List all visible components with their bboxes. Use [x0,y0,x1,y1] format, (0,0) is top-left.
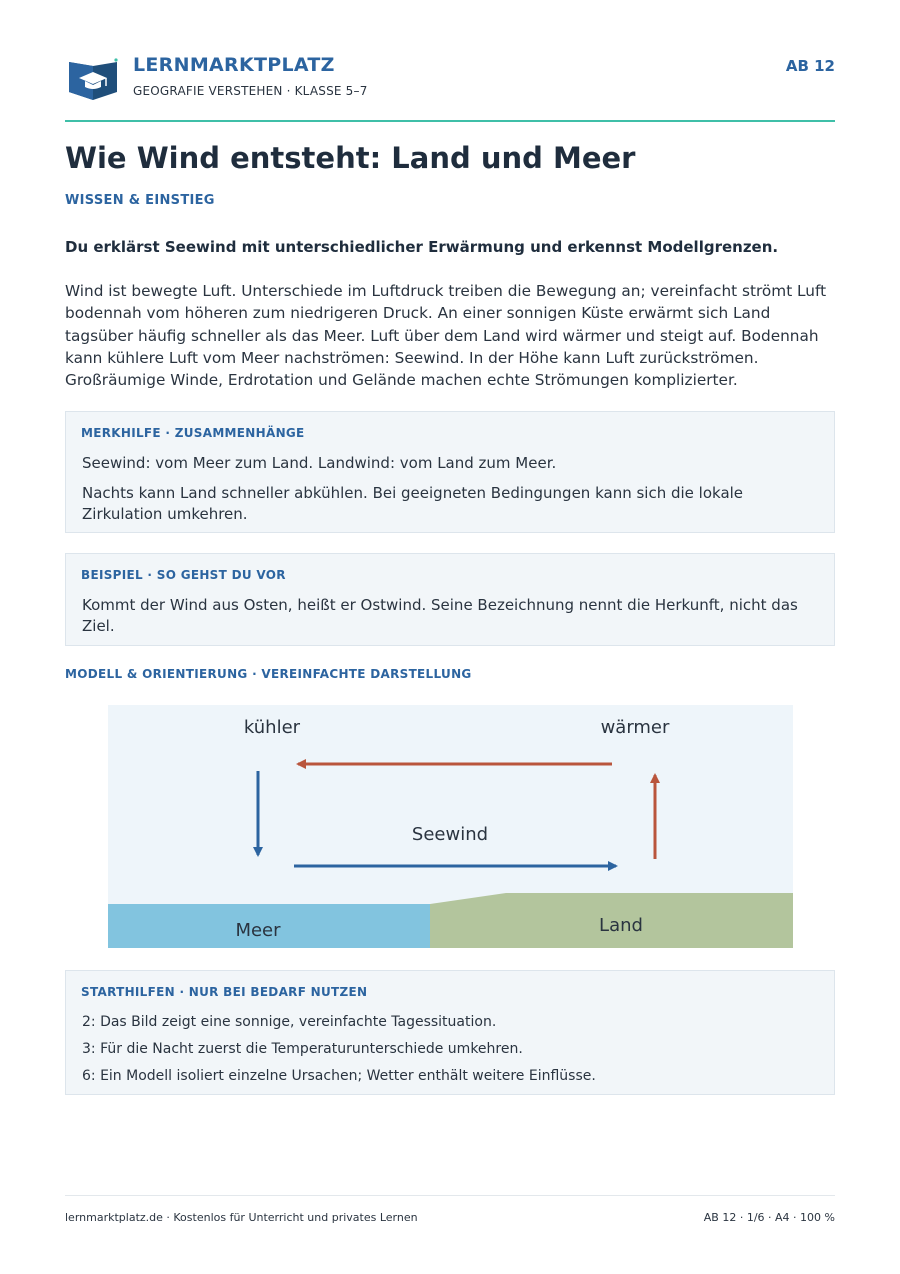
starthilfen-item: 3: Für die Nacht zuerst die Temperaturunterschiede umkehren. [82,1041,523,1057]
starthilfen-item: 6: Ein Modell isoliert einzelne Ursachen; Wetter enthält weitere Einflüsse. [82,1068,596,1084]
footer-divider [65,1195,835,1196]
section-kicker: WISSEN & EINSTIEG [65,193,215,208]
starthilfen-item: 2: Das Bild zeigt eine sonnige, vereinfachte Tagessituation. [82,1014,497,1030]
merkhilfe-line: Seewind: vom Meer zum Land. Landwind: vom Land zum Meer. [82,454,557,472]
page-header [65,50,835,110]
merkhilfe-box [65,411,835,533]
sea-breeze-diagram [108,705,793,948]
brand-subtitle: GEOGRAFIE VERSTEHEN · KLASSE 5–7 [133,84,368,98]
merkhilfe-line: Nachts kann Land schneller abkühlen. Bei geeigneten Bedingungen kann sich die lokale Zirkulation umkehren. [82,484,744,523]
model-title: MODELL & ORIENTIERUNG · VEREINFACHTE DARSTELLUNG [65,667,472,681]
learning-goal: Du erklärst Seewind mit unterschiedlicher Erwärmung und erkennst Modellgrenzen. [65,238,779,256]
starthilfen-title: STARTHILFEN · NUR BEI BEDARF NUTZEN [81,985,368,999]
label-sea: Meer [235,920,281,941]
label-seewind: Seewind [411,824,489,845]
label-land: Land [599,915,643,936]
beispiel-box [65,553,835,646]
brand-name: LERNMARKTPLATZ [133,54,335,76]
label-warm: wärmer [600,717,670,738]
sheet-id: AB 12 [785,57,835,75]
starthilfen-box [65,970,835,1095]
graduation-cap-book-icon [65,54,121,102]
page-title: Wie Wind entsteht: Land und Meer [65,141,636,175]
merkhilfe-title: MERKHILFE · ZUSAMMENHÄNGE [81,426,305,440]
beispiel-text: Kommt der Wind aus Osten, heißt er Ostwind. Seine Bezeichnung nennt die Herkunft, nicht das Ziel. [82,596,798,635]
beispiel-title: BEISPIEL · SO GEHST DU VOR [81,568,286,582]
label-cool: kühler [243,717,301,738]
header-divider [65,120,835,122]
footer-source: lernmarktplatz.de · Kostenlos für Unterricht und privates Lernen [65,1211,418,1224]
footer-page-info: AB 12 · 1/6 · A4 · 100 % [703,1211,835,1224]
intro-text: Wind ist bewegte Luft. Unterschiede im Luftdruck treiben die Bewegung an; vereinfacht strömt Luft bodennah vom höheren zum niedrigeren Druck. An einer sonnigen Küste erwärmt sich Land tagsüber häufig schneller als das Meer. Luft über dem Land wird wärmer und steigt auf. Bodennah kann kühlere Luft vom Meer nachströmen: Seewind. In der Höhe kann Luft zurückströmen. Großräumige Winde, Erdrotation und Gelände machen echte Strömungen komplizierter. [65,282,827,390]
